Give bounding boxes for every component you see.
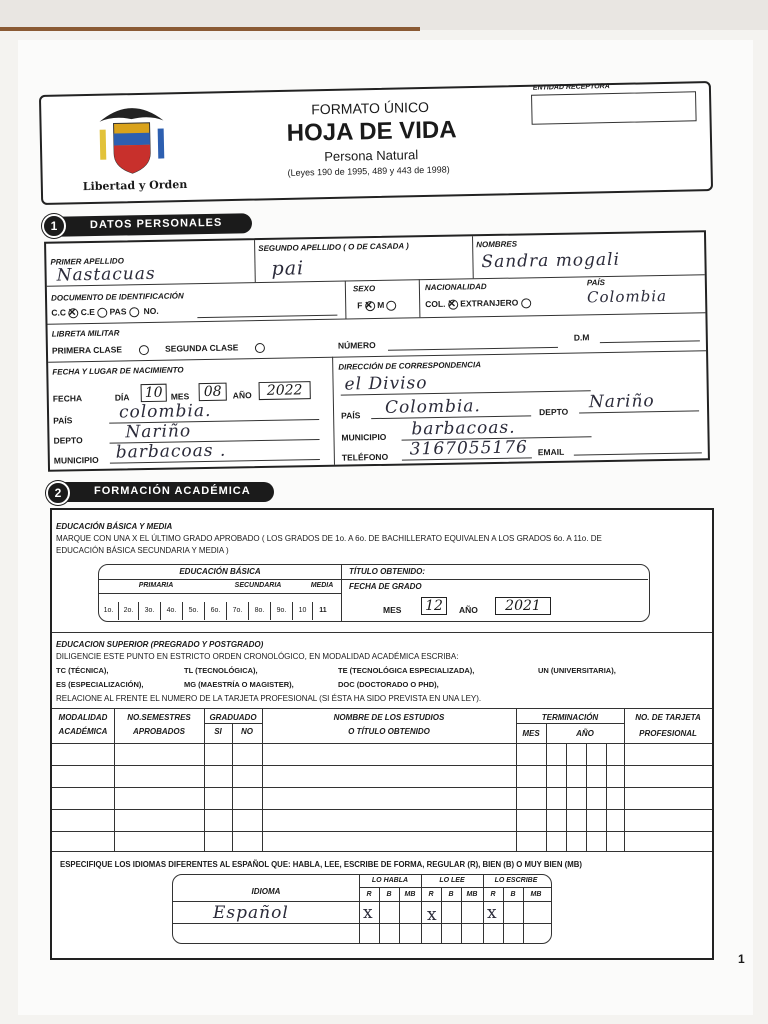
- primaria-header: PRIMARIA: [138, 582, 174, 589]
- f-radio[interactable]: [365, 301, 375, 311]
- th-tarjeta: NO. DE TARJETA: [635, 713, 701, 722]
- divider: [52, 765, 712, 766]
- th-b: B: [386, 891, 392, 898]
- superior-line-1: DILIGENCIE ESTE PUNTO EN ESTRICTO ORDEN CRONOLÓGICO, EN MODALIDAD ACADÉMICA ESCRIBA:: [56, 652, 459, 661]
- libreta-options: [52, 342, 265, 356]
- media-header: MEDIA: [310, 582, 334, 589]
- telefono-label: TELÉFONO: [341, 451, 389, 463]
- divider: [332, 357, 335, 465]
- ano-label: AÑO: [232, 390, 252, 401]
- sexo-options: [357, 300, 397, 311]
- section-number: 1: [42, 214, 66, 238]
- th-b: B: [448, 891, 454, 898]
- divider: [399, 887, 400, 943]
- th-no: NO: [241, 727, 253, 736]
- no-label: NO.: [143, 305, 159, 317]
- grade-cell-marked[interactable]: 11: [319, 607, 327, 614]
- pais-nac-label: PAÍS: [586, 278, 605, 288]
- primer-apellido-value[interactable]: Nastacuas: [56, 263, 156, 286]
- divider: [204, 723, 262, 724]
- divider: [52, 809, 712, 810]
- mes-grado-value[interactable]: 12: [421, 597, 447, 615]
- th-semestres: NO.SEMESTRES: [127, 713, 191, 722]
- nacionalidad-options: [425, 297, 531, 310]
- telefono-value[interactable]: 3167055176: [409, 437, 529, 460]
- ano-value[interactable]: 2022: [259, 381, 311, 400]
- depto2-value[interactable]: Nariño: [588, 391, 655, 413]
- divider: [345, 281, 347, 319]
- th-b: B: [510, 891, 516, 898]
- divider: [523, 887, 524, 943]
- pais2-value[interactable]: Colombia.: [384, 396, 482, 418]
- mes-grado-label: MES: [383, 605, 402, 615]
- depto2-label: DEPTO: [539, 406, 569, 418]
- grade-cell[interactable]: 2o.: [119, 602, 139, 620]
- doc-number-field[interactable]: [197, 315, 337, 318]
- cc-radio[interactable]: [68, 308, 78, 318]
- pais2-label: PAÍS: [341, 410, 361, 421]
- depto-label: DEPTO: [53, 435, 83, 446]
- municipio-value[interactable]: barbacoas .: [115, 440, 227, 463]
- th-mb: MB: [404, 891, 416, 898]
- tl-label: TL (TECNOLÓGICA),: [184, 666, 258, 675]
- divider: [173, 923, 551, 924]
- th-r: R: [428, 891, 434, 898]
- divider: [232, 723, 233, 851]
- basica-label: EDUCACIÓN BÁSICA Y MEDIA: [56, 522, 173, 531]
- basica-text-2: EDUCACIÓN BÁSICA SECUNDARIA Y MEDIA ): [56, 546, 229, 555]
- formacion-academica-box: [50, 508, 714, 960]
- divider: [421, 875, 422, 943]
- th-titulo-obtenido: O TÍTULO OBTENIDO: [348, 727, 430, 736]
- extranjero-label: EXTRANJERO: [460, 297, 519, 309]
- idioma-value[interactable]: Español: [213, 903, 289, 923]
- coat-of-arms-icon: [91, 98, 173, 182]
- grado-box: [98, 564, 650, 622]
- th-r: R: [490, 891, 496, 898]
- grades-row: [99, 599, 341, 620]
- table-edge: [0, 27, 420, 31]
- th-mes: MES: [522, 729, 540, 738]
- section-number: 2: [46, 481, 70, 505]
- superior-table: [52, 708, 712, 852]
- divider: [341, 579, 648, 580]
- dm-field[interactable]: [600, 340, 700, 343]
- pas-radio[interactable]: [129, 307, 139, 317]
- lee-mark[interactable]: x: [427, 905, 438, 925]
- fecha-label: FECHA: [52, 393, 83, 404]
- divider: [204, 709, 205, 851]
- header-box: [39, 81, 713, 205]
- dia-label: DÍA: [114, 392, 130, 403]
- numero-label: NÚMERO: [337, 340, 376, 351]
- sexo-label: SEXO: [352, 284, 376, 294]
- divider: [546, 723, 547, 851]
- divider: [379, 887, 380, 943]
- entidad-receptora-label: ENTIDAD RECEPTORA: [532, 83, 610, 92]
- grade-cell[interactable]: 1o.: [99, 602, 119, 620]
- grade-cell[interactable]: 4o.: [161, 602, 183, 620]
- logo-caption: Libertad y Orden: [82, 177, 188, 194]
- libreta-numero-field[interactable]: [388, 347, 558, 351]
- th-r: R: [366, 891, 372, 898]
- segundo-apellido-label: SEGUNDO APELLIDO ( O DE CASADA ): [258, 241, 409, 254]
- divider: [461, 887, 462, 943]
- mes-label: MES: [170, 391, 190, 402]
- email-label: EMAIL: [537, 446, 565, 458]
- segunda-clase-label: SEGUNDA CLASE: [164, 342, 239, 354]
- divider: [586, 743, 587, 851]
- formato-unico: FORMATO ÚNICO: [311, 98, 430, 118]
- tc-label: TC (TÉCNICA),: [56, 666, 109, 675]
- divider: [52, 787, 712, 788]
- divider: [516, 723, 624, 724]
- divider: [52, 831, 712, 832]
- m-radio[interactable]: [387, 300, 397, 310]
- th-lo-escribe: LO ESCRIBE: [494, 877, 538, 884]
- municipio-label: MUNICIPIO: [53, 454, 99, 466]
- superior-line-2: RELACIONE AL FRENTE EL NUMERO DE LA TARJETA PROFESIONAL (SI ÉSTA HA SIDO PREVISTA EN UNA LEY).: [56, 694, 482, 703]
- grade-cell[interactable]: 3o.: [139, 602, 161, 620]
- divider: [606, 743, 607, 851]
- grade-cell[interactable]: 7o.: [227, 602, 249, 620]
- ce-radio[interactable]: [97, 307, 107, 317]
- th-academica: ACADÉMICA: [58, 727, 108, 736]
- segundo-apellido-value[interactable]: pai: [271, 257, 305, 280]
- libreta-label: LIBRETA MILITAR: [51, 328, 120, 339]
- primer-apellido-label: PRIMER APELLIDO: [50, 256, 124, 267]
- basica-text-1: MARQUE CON UNA X EL ÚLTIMO GRADO APROBADO ( LOS GRADOS DE 1o. A 6o. DE BACHILLERATO EQUIVALEN A LOS GRADOS 6o. A 11o. DE: [56, 534, 602, 543]
- primera-clase-radio[interactable]: [138, 345, 148, 355]
- pais-value[interactable]: colombia.: [118, 400, 212, 423]
- grade-cell[interactable]: 6o.: [205, 602, 227, 620]
- divider: [173, 901, 551, 902]
- municipio2-value[interactable]: barbacoas.: [411, 417, 516, 440]
- direccion-value[interactable]: el Diviso: [344, 373, 428, 395]
- divider: [441, 887, 442, 943]
- th-lo-habla: LO HABLA: [371, 877, 409, 884]
- dm-label: D.M: [573, 332, 590, 343]
- divider: [114, 709, 115, 851]
- un-label: UN (UNIVERSITARIA),: [538, 666, 616, 675]
- extranjero-radio[interactable]: [521, 298, 531, 308]
- leyes: (Leyes 190 de 1995, 489 y 443 de 1998): [287, 164, 450, 178]
- nacionalidad-label: NACIONALIDAD: [424, 282, 487, 293]
- m-label: M: [377, 299, 385, 310]
- direccion-label: DIRECCIÓN DE CORRESPONDENCIA: [338, 360, 482, 372]
- grade-cell[interactable]: 5o.: [183, 602, 205, 620]
- documento-label: DOCUMENTO DE IDENTIFICACIÓN: [50, 291, 184, 303]
- th-modalidad: MODALIDAD: [58, 713, 108, 722]
- divider: [516, 709, 517, 851]
- section-header-formacion-academica: [56, 482, 274, 502]
- divider: [52, 632, 712, 633]
- th-aprobados: APROBADOS: [132, 727, 185, 736]
- grade-cell[interactable]: 10: [293, 602, 313, 620]
- divider: [359, 875, 360, 943]
- col-radio[interactable]: [448, 299, 458, 309]
- ano-grado-value[interactable]: 2021: [495, 597, 551, 615]
- fecha-grado-label: FECHA DE GRADO: [349, 582, 422, 591]
- divider: [99, 593, 341, 594]
- divider: [624, 709, 625, 851]
- superior-label: EDUCACION SUPERIOR (PREGRADO Y POSTGRADO): [56, 640, 264, 649]
- page-title: HOJA DE VIDA: [286, 116, 457, 147]
- datos-personales-box: [44, 230, 710, 472]
- section-title: FORMACIÓN ACADÉMICA: [94, 485, 251, 497]
- fecha-lugar-label: FECHA Y LUGAR DE NACIMIENTO: [52, 365, 184, 377]
- th-ano: AÑO: [576, 729, 594, 738]
- nombres-label: NOMBRES: [476, 239, 518, 250]
- f-label: F: [357, 300, 363, 311]
- th-idioma: IDIOMA: [251, 887, 281, 896]
- section-header-datos-personales: [52, 213, 252, 236]
- section-title: DATOS PERSONALES: [89, 216, 223, 232]
- es-label: ES (ESPECIALIZACIÓN),: [56, 680, 144, 689]
- edu-basica-header: EDUCACIÓN BÁSICA: [179, 567, 261, 576]
- depto-value[interactable]: Nariño: [125, 421, 192, 443]
- mes-value[interactable]: 08: [199, 383, 227, 401]
- form-sheet: [18, 40, 753, 1015]
- segunda-clase-radio[interactable]: [255, 343, 265, 353]
- grade-cell[interactable]: 8o.: [249, 602, 271, 620]
- doc-label: DOC (DOCTORADO O PHD),: [338, 680, 439, 689]
- page-number: 1: [738, 952, 745, 966]
- pais-label: PAÍS: [53, 415, 73, 426]
- divider: [254, 240, 256, 282]
- te-label: TE (TECNOLÓGICA ESPECIALIZADA),: [338, 666, 475, 675]
- divider: [341, 565, 342, 621]
- nombres-value[interactable]: Sandra mogali: [481, 249, 621, 273]
- ce-label: C.E: [80, 306, 95, 318]
- doc-type-options: [51, 306, 159, 319]
- mg-label: MG (MAESTRÍA O MAGISTER),: [184, 680, 294, 689]
- divider: [52, 743, 712, 744]
- th-mb: MB: [466, 891, 478, 898]
- secundaria-header: SECUNDARIA: [234, 582, 282, 589]
- th-nombre-estudios: NOMBRE DE LOS ESTUDIOS: [333, 713, 445, 722]
- entidad-receptora-field[interactable]: [531, 91, 697, 124]
- primera-clase-label: PRIMERA CLASE: [51, 344, 123, 356]
- municipio2-label: MUNICIPIO: [341, 431, 387, 443]
- th-profesional: PROFESIONAL: [639, 729, 697, 738]
- th-si: SI: [214, 727, 222, 736]
- dia-value[interactable]: 10: [141, 384, 167, 402]
- photo-background-top: [0, 0, 768, 30]
- titulo-obtenido-label: TÍTULO OBTENIDO:: [349, 567, 425, 576]
- pas-label: PAS: [109, 306, 127, 317]
- ano-grado-label: AÑO: [459, 605, 478, 615]
- th-mb: MB: [530, 891, 542, 898]
- divider: [472, 236, 474, 278]
- divider: [483, 875, 484, 943]
- col-label: COL.: [425, 298, 446, 310]
- escribe-mark[interactable]: x: [487, 903, 498, 923]
- th-lo-lee: LO LEE: [439, 877, 465, 884]
- pais-nac-value[interactable]: Colombia: [586, 286, 668, 307]
- cc-label: C.C: [51, 307, 67, 318]
- email-field[interactable]: [574, 452, 702, 455]
- grade-cell[interactable]: 9o.: [271, 602, 293, 620]
- idiomas-instructions: ESPECIFIQUE LOS IDIOMAS DIFERENTES AL ESPAÑOL QUE: HABLA, LEE, ESCRIBE DE FORMA, REGULAR (R), BIEN (B) O MUY BIEN (MB): [60, 860, 582, 869]
- th-graduado: GRADUADO: [209, 713, 257, 722]
- divider: [419, 279, 421, 317]
- th-terminacion: TERMINACIÓN: [541, 713, 599, 722]
- habla-mark[interactable]: x: [363, 903, 374, 923]
- divider: [566, 743, 567, 851]
- idiomas-table: [172, 874, 552, 944]
- divider: [262, 709, 263, 851]
- divider: [503, 887, 504, 943]
- subtitle: Persona Natural: [324, 147, 419, 165]
